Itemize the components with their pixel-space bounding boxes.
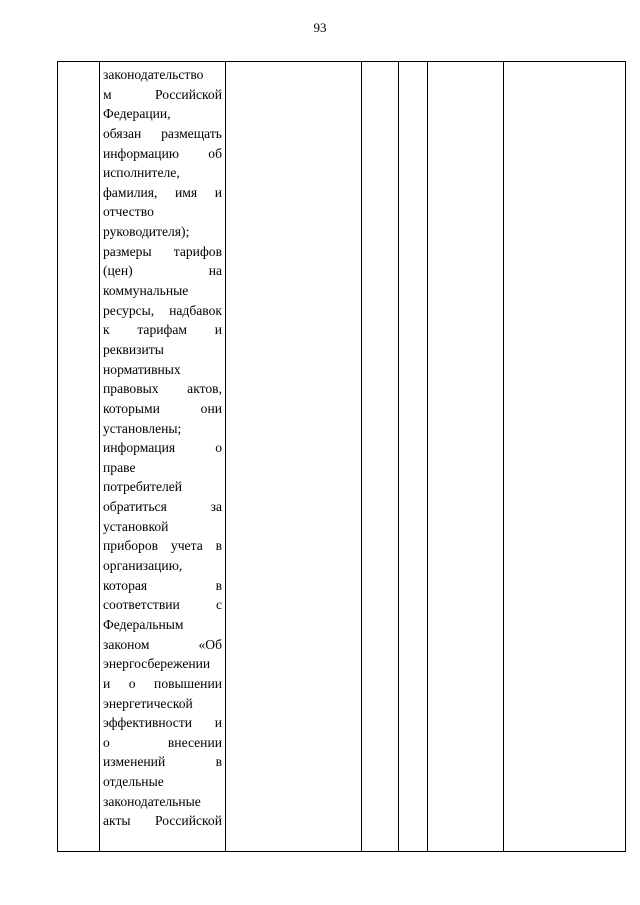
text-word: «Об: [198, 636, 222, 652]
table-cell-empty: [226, 62, 362, 852]
text-word: м: [103, 86, 112, 102]
text-word: размещать: [161, 125, 222, 141]
text-word: правовых: [103, 381, 159, 397]
text-line: [103, 635, 222, 655]
text-line: законодательные: [103, 793, 201, 809]
table-row: [58, 62, 626, 852]
text-word: соответствии: [103, 597, 180, 613]
text-word: за: [210, 499, 222, 515]
text-line: [103, 242, 222, 262]
text-word: которыми: [103, 400, 160, 416]
text-word: о: [128, 675, 136, 691]
text-line: [103, 301, 222, 321]
table-cell-empty: [362, 62, 399, 852]
text-line: [103, 438, 222, 458]
text-line: энергосбережении: [103, 656, 211, 672]
text-line: [103, 183, 222, 203]
text-word: приборов: [103, 538, 159, 554]
text-line: установлены;: [103, 420, 182, 436]
table-cell-number: [58, 62, 100, 852]
text-word: изменений: [103, 754, 166, 770]
text-word: в: [215, 577, 222, 593]
text-line: отдельные: [103, 774, 164, 790]
table-cell-empty: [399, 62, 428, 852]
table-cell-empty: [428, 62, 504, 852]
text-line: [103, 752, 222, 772]
text-line: [103, 595, 222, 615]
text-line: Федерации,: [103, 106, 171, 122]
text-line: [103, 497, 222, 517]
text-word: обратиться: [103, 499, 167, 515]
text-line: коммунальные: [103, 283, 189, 299]
text-line: законодательство: [103, 67, 204, 82]
text-line: исполнителе,: [103, 165, 180, 181]
text-line: [103, 261, 222, 281]
text-line: [103, 379, 222, 399]
text-word: внесении: [167, 734, 222, 750]
text-line: [103, 733, 222, 753]
text-line: [103, 713, 222, 733]
text-line: установкой: [103, 518, 169, 534]
text-line: [103, 320, 222, 340]
text-line: нормативных: [103, 361, 181, 377]
text-word: размеры: [103, 243, 152, 259]
text-line: организацию,: [103, 558, 183, 574]
text-word: в: [215, 754, 222, 770]
text-word: о: [103, 734, 110, 750]
text-word: повышении: [154, 675, 222, 691]
text-word: ресурсы,: [103, 302, 155, 318]
document-table: [57, 61, 626, 852]
text-word: надбавок: [169, 302, 222, 318]
text-word: учета: [170, 538, 203, 554]
text-line: энергетической: [103, 695, 193, 711]
text-word: тарифов: [173, 243, 222, 259]
text-word: о: [215, 440, 222, 456]
text-word: и: [103, 675, 111, 691]
text-word: имя: [175, 184, 198, 200]
text-word: на: [208, 263, 222, 279]
text-line: [103, 85, 222, 105]
text-word: об: [208, 145, 222, 161]
text-word: в: [215, 538, 222, 554]
text-word: информация: [103, 440, 176, 456]
text-word: (цен): [103, 263, 133, 279]
text-word: они: [200, 400, 222, 416]
text-line: потребителей: [103, 479, 183, 495]
text-word: Российской: [155, 86, 222, 102]
text-word: Российской: [155, 813, 222, 829]
text-line: руководителя);: [103, 224, 190, 240]
table-cell-empty: [504, 62, 626, 852]
text-word: и: [214, 322, 222, 338]
text-line: отчество: [103, 204, 154, 220]
table-cell-description: [100, 62, 226, 852]
text-line: Федеральным: [103, 616, 184, 632]
text-line: [103, 124, 222, 144]
page-number: 93: [313, 20, 327, 35]
text-line: [103, 811, 222, 831]
text-line: реквизиты: [103, 341, 164, 357]
text-line: праве: [103, 459, 136, 475]
text-line: [103, 144, 222, 164]
text-line: [103, 576, 222, 596]
text-word: законом: [103, 636, 150, 652]
text-line: [103, 674, 222, 694]
text-word: актов,: [187, 381, 222, 397]
text-word: тарифам: [137, 322, 187, 338]
text-line: [103, 399, 222, 419]
text-word: и: [214, 184, 222, 200]
text-word: к: [103, 322, 110, 338]
text-word: с: [215, 597, 222, 613]
text-word: и: [214, 715, 222, 731]
text-word: информацию: [103, 145, 179, 161]
text-line: [103, 536, 222, 556]
text-word: фамилия,: [103, 184, 158, 200]
text-word: акты: [103, 813, 131, 829]
text-word: которая: [103, 577, 148, 593]
text-word: эффективности: [103, 715, 193, 731]
text-word: обязан: [103, 125, 142, 141]
